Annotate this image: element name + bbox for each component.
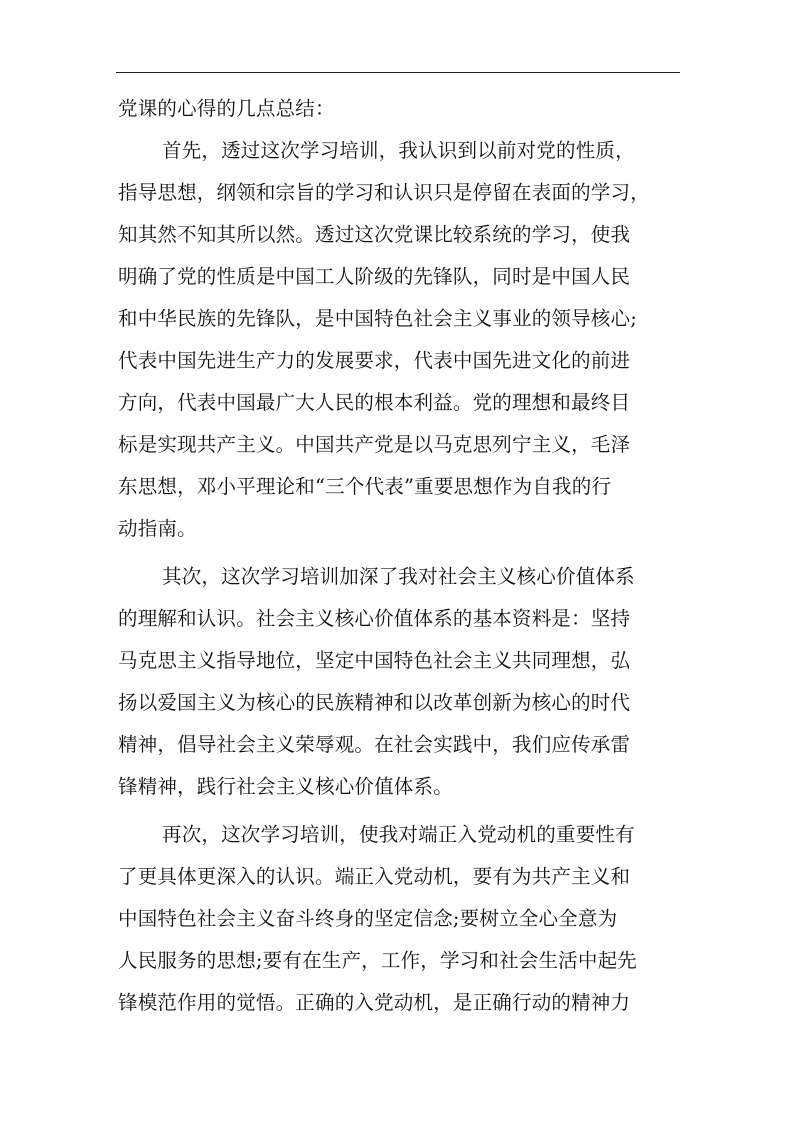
text-line-15: 扬以爱国主义为核心的民族精神和以改革创新为核心的时代: [118, 691, 631, 714]
text-line-8: 方向，代表中国最广大人民的根本利益。党的理想和最终目: [118, 391, 631, 414]
header-rule: [116, 72, 680, 73]
text-line-19: 了更具体更深入的认识。端正入党动机，要有为共产主义和: [118, 865, 631, 888]
text-line-22: 锋模范作用的觉悟。正确的入党动机，是正确行动的精神力: [118, 991, 631, 1014]
text-line-5: 明确了党的性质是中国工人阶级的先锋队，同时是中国人民: [118, 265, 631, 288]
text-line-14: 马克思主义指导地位，坚定中国特色社会主义共同理想，弘: [118, 649, 631, 672]
text-line-6: 和中华民族的先锋队，是中国特色社会主义事业的领导核心;: [118, 307, 637, 330]
text-line-13: 的理解和认识。社会主义核心价值体系的基本资料是：坚持: [118, 607, 631, 630]
text-line-12: 其次，这次学习培训加深了我对社会主义核心价值体系: [162, 565, 635, 588]
text-line-4: 知其然不知其所以然。透过这次党课比较系统的学习，使我: [118, 223, 631, 246]
text-line-16: 精神，倡导社会主义荣辱观。在社会实践中，我们应传承雷: [118, 733, 631, 756]
text-line-7: 代表中国先进生产力的发展要求，代表中国先进文化的前进: [118, 349, 631, 372]
text-line-2: 首先，透过这次学习培训，我认识到以前对党的性质，: [162, 139, 635, 162]
text-line-18: 再次，这次学习培训，使我对端正入党动机的重要性有: [162, 823, 635, 846]
text-line-1: 党课的心得的几点总结：: [118, 97, 335, 120]
document-body: [118, 88, 688, 1024]
text-line-9: 标是实现共产主义。中国共产党是以马克思列宁主义，毛泽: [118, 433, 631, 456]
text-line-17: 锋精神，践行社会主义核心价值体系。: [118, 775, 453, 798]
text-line-21: 人民服务的思想;要有在生产，工作，学习和社会生活中起先: [118, 949, 637, 972]
text-line-11: 动指南。: [118, 517, 197, 540]
text-line-10: 东思想，邓小平理论和“三个代表”重要思想作为自我的行: [118, 475, 612, 498]
text-line-3: 指导思想，纲领和宗旨的学习和认识只是停留在表面的学习，: [118, 181, 650, 204]
text-line-20: 中国特色社会主义奋斗终身的坚定信念;要树立全心全意为: [118, 907, 618, 930]
